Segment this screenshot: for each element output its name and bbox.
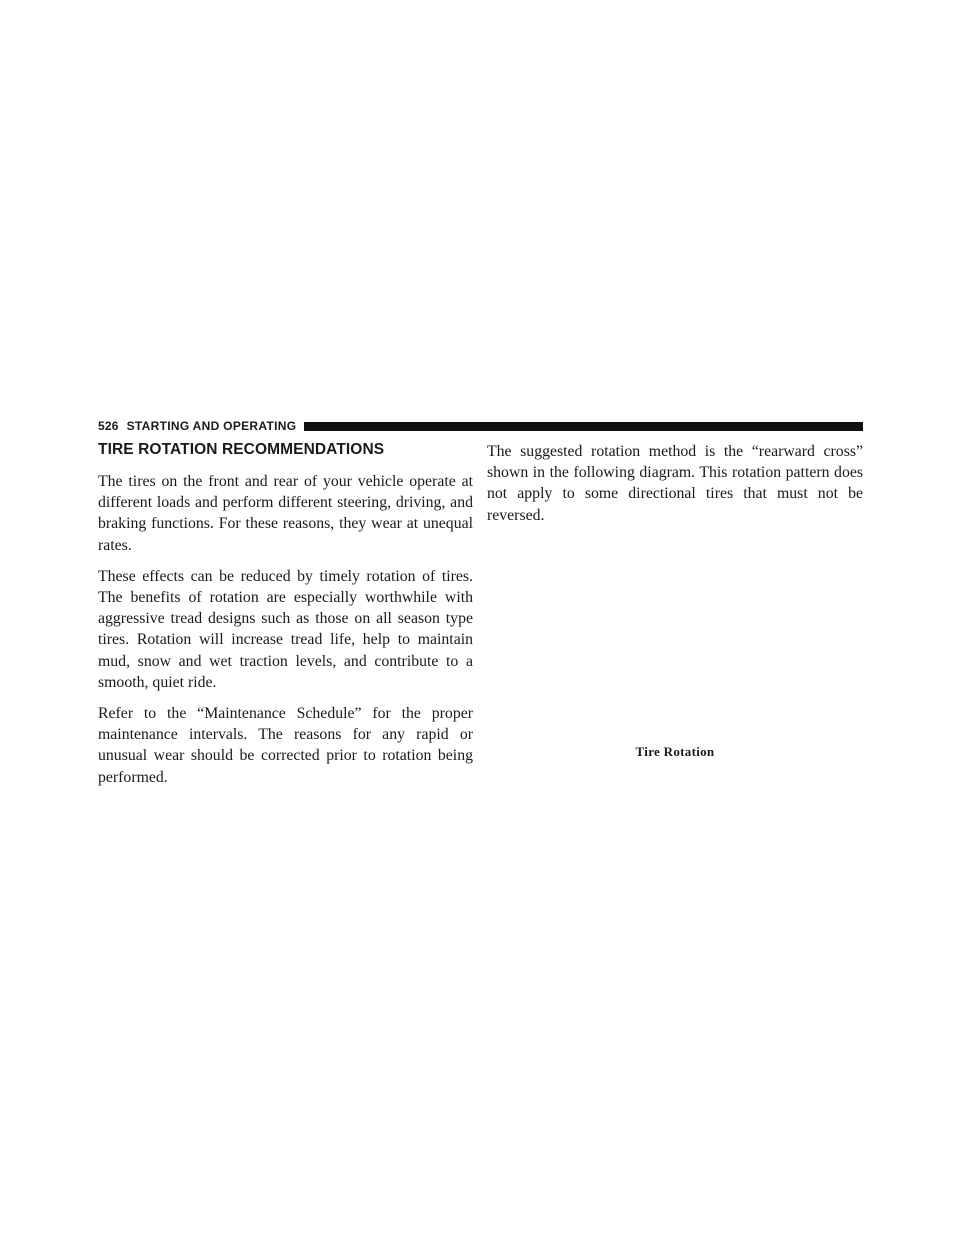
page-header <box>98 418 863 434</box>
figure-caption: Tire Rotation <box>635 744 715 759</box>
tire-rotation-figure <box>487 540 863 740</box>
paragraph: Refer to the “Maintenance Schedule” for the proper maintenance intervals. The reasons for any rapid or unusual wear should be corrected prior to rotation being performed. <box>98 705 473 786</box>
header-rule <box>304 422 863 431</box>
left-column <box>98 440 473 798</box>
paragraph: The tires on the front and rear of your vehicle operate at different loads and perform different steering, driving, and braking functions. For these reasons, they wear at unequal rates. <box>98 473 473 554</box>
page-number: 526 <box>98 419 119 433</box>
right-column <box>487 440 863 536</box>
section-title: STARTING AND OPERATING <box>126 419 297 433</box>
section-heading: TIRE ROTATION RECOMMENDATIONS <box>98 441 385 458</box>
paragraph: The suggested rotation method is the “rearward cross” shown in the following diagram. This rotation pattern does not apply to some directional tires that must not be reversed. <box>487 443 863 524</box>
paragraph: These effects can be reduced by timely rotation of tires. The benefits of rotation are especially worthwhile with aggressive tread designs such as those on all season type tires. Rotation will increase tread life, help to maintain mud, snow and wet traction levels, and contribute to a smooth, quiet ride. <box>98 567 473 691</box>
